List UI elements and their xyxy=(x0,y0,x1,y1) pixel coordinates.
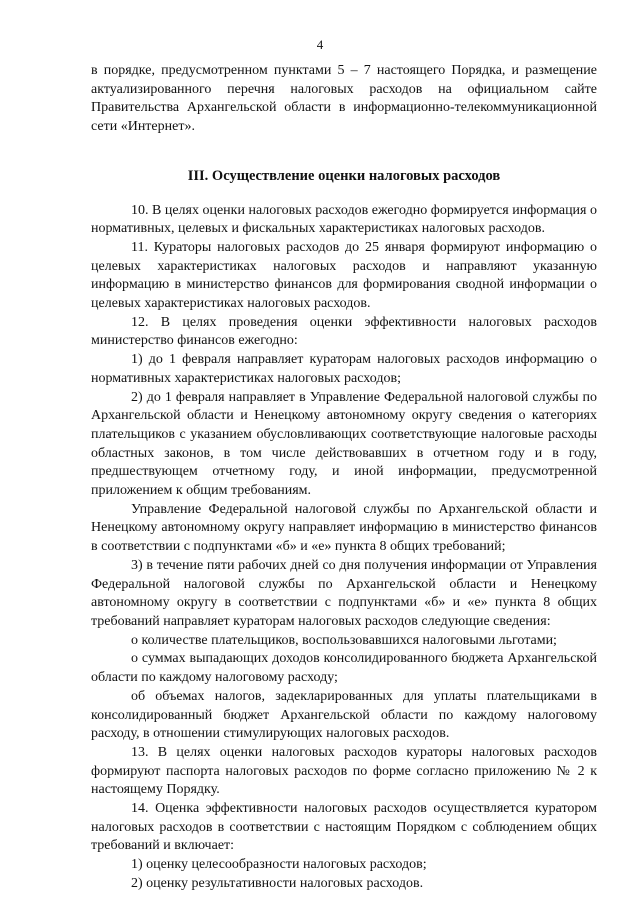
paragraph-14-item-1: 1) оценку целесообразности налоговых расходов; xyxy=(131,857,427,873)
paragraph-14: 14. Оценка эффективности налоговых расходов осуществляется куратором налоговых расходов в соответствии с настоящим Порядком с соблюдением общих требований и включает: xyxy=(91,801,597,854)
list-item-payers-count: о количестве плательщиков, воспользовавшихся налоговыми льготами; xyxy=(131,632,557,648)
paragraph-12-item-1: 1) до 1 февраля направляет кураторам налоговых расходов информацию о нормативных характеристиках налоговых расходов; xyxy=(91,352,597,386)
list-item-declared-taxes: об объемах налогов, задекларированных для уплаты плательщиками в консолидированный бюджет Архангельской области по каждому налоговому расходу, в отношении стимулирующих налоговых расходов. xyxy=(91,688,597,742)
paragraph-11: 11. Кураторы налоговых расходов до 25 января формируют информацию о целевых характеристиках налоговых расходов и направляют указанную информацию в министерство финансов для формирования сводной информации о целевых характеристиках налоговых расходов. xyxy=(91,239,597,312)
section-heading: III. Осуществление оценки налоговых расходов xyxy=(187,167,501,184)
paragraph-14-item-2: 2) оценку результативности налоговых расходов. xyxy=(131,875,424,891)
paragraph-13: 13. В целях оценки налоговых расходов кураторы налоговых расходов формируют паспорта налоговых расходов по форме согласно приложению № 2 к настоящему Порядку. xyxy=(91,744,597,798)
paragraph-12: 12. В целях проведения оценки эффективности налоговых расходов министерство финансов ежегодно: xyxy=(91,314,597,349)
paragraph-12-item-3: 3) в течение пяти рабочих дней со дня получения информации от Управления Федеральной налоговой службы по Архангельской области и Ненецкому автономному округу в соответствии с подпунктами «б» и «е» пункта 8 общих требований направляет кураторам налоговых расходов следующие сведения: xyxy=(91,557,597,629)
intro-paragraph: в порядке, предусмотренном пунктами 5 – 7 настоящего Порядка, и размещение актуализированного перечня налоговых расходов на официальном сайте Правительства Архангельской области в информационно-телекоммуникационной сети «Интернет». xyxy=(91,63,597,135)
list-item-lost-revenue: о суммах выпадающих доходов консолидированного бюджета Архангельской области по каждому налоговому расходу; xyxy=(91,651,597,686)
page-number: 4 xyxy=(316,37,324,52)
paragraph-10: 10. В целях оценки налоговых расходов ежегодно формируется информация о нормативных, целевых и фискальных характеристиках налоговых расходов. xyxy=(91,202,597,237)
paragraph-12-item-2-continued: Управление Федеральной налоговой службы по Архангельской области и Ненецкому автономному округу направляет информацию в министерство финансов в соответствии с подпунктами «б» и «е» пункта 8 общих требований; xyxy=(91,501,597,555)
paragraph-12-item-2: 2) до 1 февраля направляет в Управление Федеральной налоговой службы по Архангельской области и Ненецкому автономному округу сведения о категориях плательщиков с указанием обусловливающих соответствующие налоговые расходы областных законов, в том числе действовавших в отчетном году и в году, предшествующем отчетному году, и иной информации, предусмотренной приложением к общим требованиям. xyxy=(91,389,597,499)
document-body xyxy=(91,62,597,894)
